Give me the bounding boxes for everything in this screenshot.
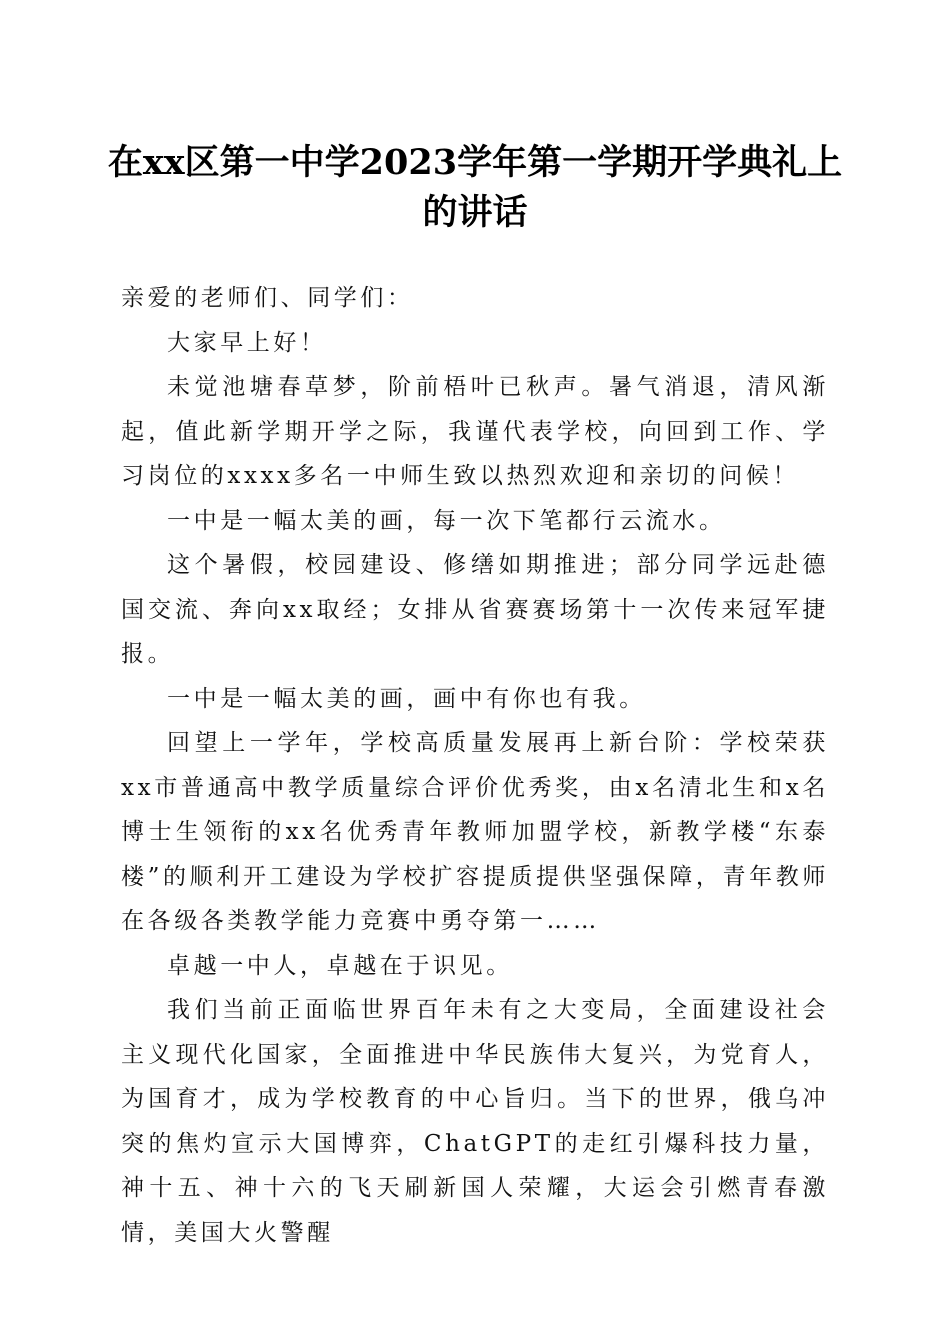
paragraph-greeting: 大家早上好！ bbox=[167, 329, 327, 356]
document-body bbox=[121, 276, 829, 1255]
paragraph-review: 回望上一学年，学校高质量发展再上新台阶：学校荣获xx市普通高中教学质量综合评价优秀奖，由x名清北生和x名博士生领衔的xx名优秀青年教师加盟学校，新教学楼“东泰楼”的顺利开工建设为学校扩容提质提供坚强保障，青年教师在各级各类教学能力竞赛中勇夺第一…… bbox=[121, 730, 829, 934]
paragraph-welcome: 未觉池塘春草梦，阶前梧叶已秋声。暑气消退，清风渐起，值此新学期开学之际，我谨代表学校，向回到工作、学习岗位的xxxx多名一中师生致以热烈欢迎和亲切的问候！ bbox=[121, 374, 829, 489]
paragraph-painting-1: 一中是一幅太美的画，每一次下笔都行云流水。 bbox=[167, 507, 726, 534]
document-title: 在xx区第一中学2023学年第一学期开学典礼上的讲话 bbox=[107, 142, 843, 233]
paragraph-painting-2: 一中是一幅太美的画，画中有你也有我。 bbox=[167, 685, 646, 712]
paragraph-summer: 这个暑假，校园建设、修缮如期推进；部分同学远赴德国交流、奔向xx取经；女排从省赛赛场第十一次传来冠军捷报。 bbox=[121, 552, 829, 667]
salutation: 亲爱的老师们、同学们： bbox=[121, 285, 414, 311]
paragraph-excellence: 卓越一中人，卓越在于识见。 bbox=[167, 952, 513, 979]
paragraph-world: 我们当前正面临世界百年未有之大变局，全面建设社会主义现代化国家，全面推进中华民族伟大复兴，为党育人，为国育才，成为学校教育的中心旨归。当下的世界，俄乌冲突的焦灼宣示大国博弈，ChatGPT的走红引爆科技力量，神十五、神十六的飞天刷新国人荣耀，大运会引燃青春激情，美国大火警醒 bbox=[121, 997, 829, 1246]
